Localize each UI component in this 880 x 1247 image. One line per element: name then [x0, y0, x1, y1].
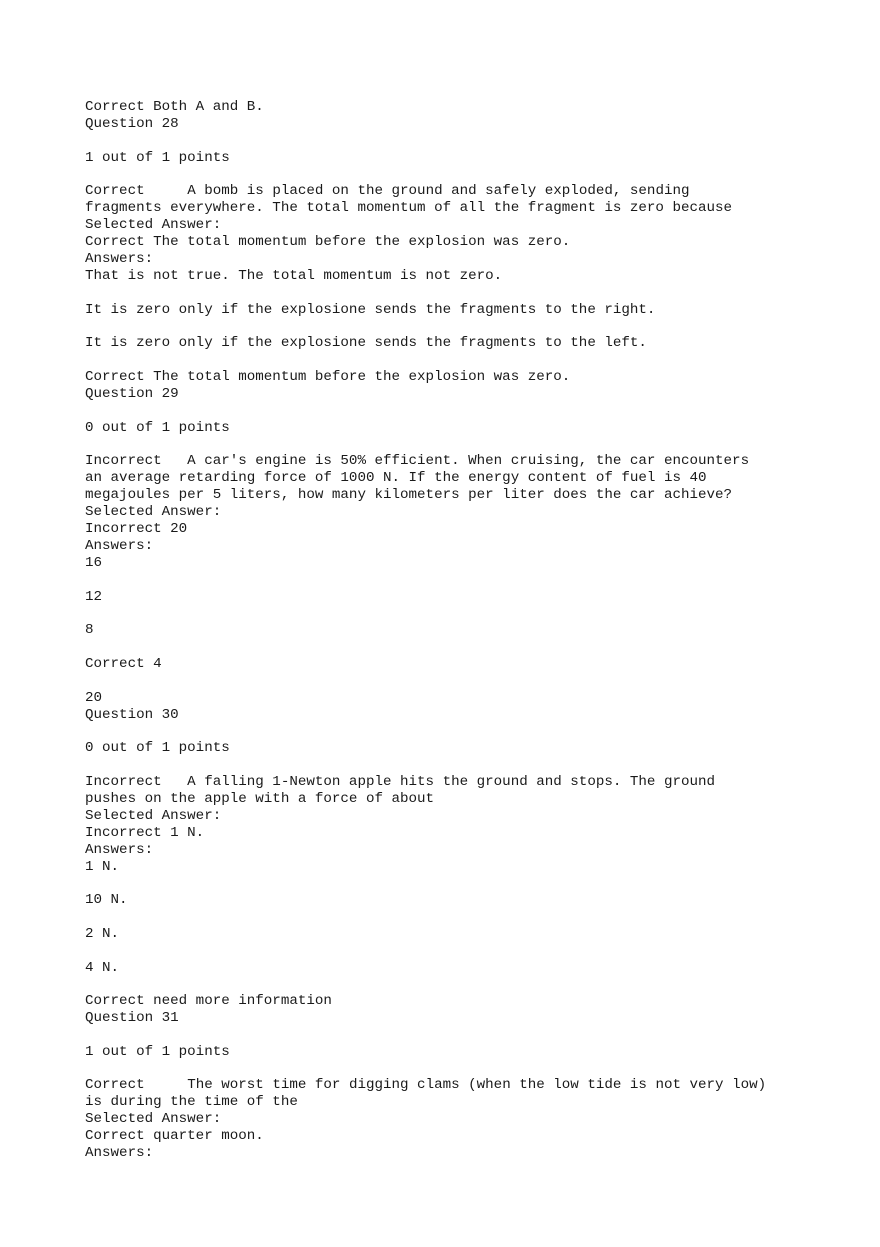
selected-answer: Incorrect 1 N. [85, 824, 205, 841]
prompt-text: A falling 1-Newton apple hits the ground and stops. The ground [187, 773, 716, 790]
selected-answer-label: Selected Answer: [85, 504, 222, 521]
prompt-text: megajoules per 5 liters, how many kilometers per liter does the car achieve? [85, 487, 733, 504]
selected-answer-label: Selected Answer: [85, 807, 222, 824]
answer-option: That is not true. The total momentum is not zero. [85, 268, 503, 285]
answer-option: 8 [85, 622, 94, 639]
answers-label: Answers: [85, 1145, 154, 1162]
selected-answer: Incorrect 20 [85, 521, 188, 538]
selected-answer: Correct quarter moon. [85, 1128, 264, 1145]
question-title: Question 29 [85, 385, 179, 402]
prompt-text: pushes on the apple with a force of about [85, 790, 435, 807]
answer-option: 10 N. [85, 892, 128, 909]
result-status: Incorrect [85, 453, 162, 470]
answer-option: Correct need more information [85, 993, 332, 1010]
answers-label: Answers: [85, 538, 154, 555]
answers-label: Answers: [85, 251, 154, 268]
answer-option: It is zero only if the explosione sends the fragments to the left. [85, 335, 647, 352]
answers-label: Answers: [85, 841, 154, 858]
question-prompt [85, 453, 845, 470]
answer-option: Correct 4 [85, 655, 162, 672]
answer-option: 12 [85, 588, 103, 605]
answer-option: 20 [85, 689, 103, 706]
answer-option: 1 N. [85, 858, 120, 875]
selected-answer-label: Selected Answer: [85, 1111, 222, 1128]
result-status: Correct [85, 183, 145, 200]
question-title: Question 30 [85, 706, 179, 723]
prompt-text: The worst time for digging clams (when the low tide is not very low) [187, 1077, 767, 1094]
question-points: 0 out of 1 points [85, 419, 230, 436]
answer-option: It is zero only if the explosione sends the fragments to the right. [85, 301, 656, 318]
selected-answer-label: Selected Answer: [85, 217, 222, 234]
question-prompt [85, 183, 845, 200]
answer-option: Correct The total momentum before the explosion was zero. [85, 368, 571, 385]
prompt-text: is during the time of the [85, 1094, 298, 1111]
prompt-text: A bomb is placed on the ground and safely exploded, sending [187, 183, 690, 200]
result-status: Correct [85, 1077, 145, 1094]
prompt-text: fragments everywhere. The total momentum of all the fragment is zero because [85, 200, 733, 217]
question-title: Question 31 [85, 1010, 179, 1027]
quiz-results-document [85, 99, 845, 1162]
question-points: 0 out of 1 points [85, 740, 230, 757]
question-points: 1 out of 1 points [85, 1043, 230, 1060]
previous-answer: Correct Both A and B. [85, 99, 264, 115]
result-status: Incorrect [85, 773, 162, 790]
answer-option: 2 N. [85, 925, 120, 942]
prompt-text: an average retarding force of 1000 N. If the energy content of fuel is 40 [85, 470, 707, 487]
question-prompt [85, 774, 845, 791]
question-prompt [85, 1077, 845, 1094]
answer-option: 16 [85, 555, 103, 572]
question-title: Question 28 [85, 116, 179, 132]
answer-option: 4 N. [85, 959, 120, 976]
prompt-text: A car's engine is 50% efficient. When cruising, the car encounters [187, 453, 750, 470]
question-points: 1 out of 1 points [85, 149, 230, 166]
selected-answer: Correct The total momentum before the explosion was zero. [85, 234, 571, 251]
